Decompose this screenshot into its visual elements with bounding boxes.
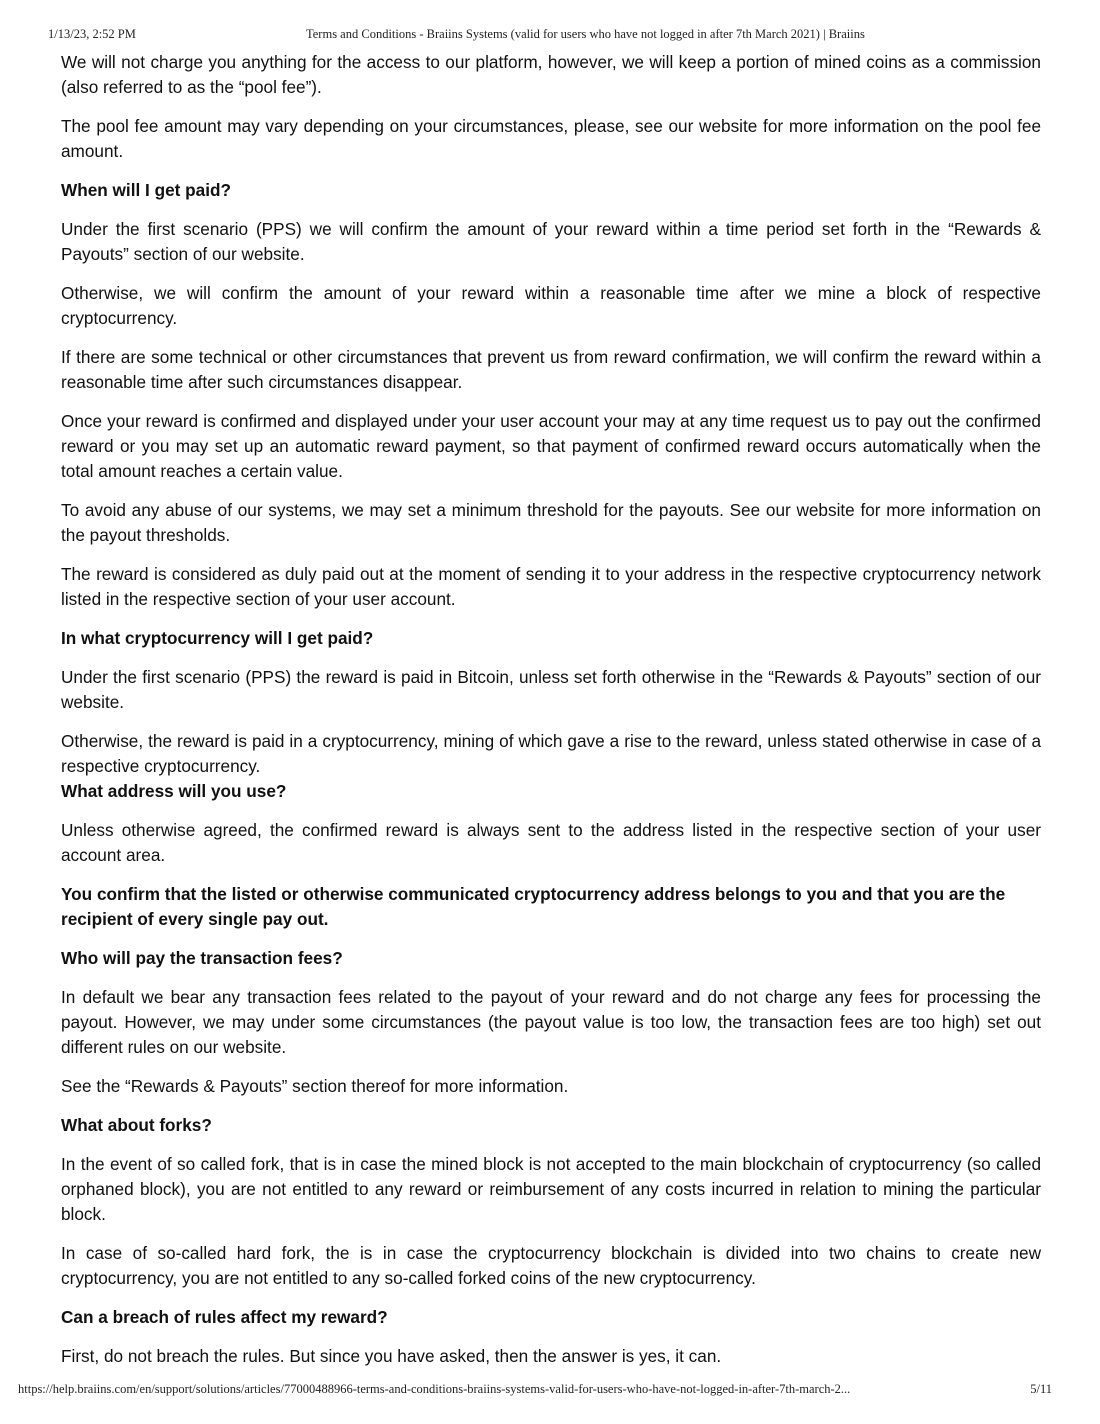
paragraph-minimum-threshold: To avoid any abuse of our systems, we may set a minimum threshold for the payouts. See our website for more information on the payout thresholds. <box>61 500 1041 545</box>
document-body <box>61 50 1041 1383</box>
print-footer <box>18 1382 1052 1398</box>
print-page-title: Terms and Conditions - Braiins Systems (valid for users who have not logged in after 7th March 2021) | Braiins <box>306 27 865 41</box>
paragraph-pool-fee-amount: The pool fee amount may vary depending on your circumstances, please, see our website for more information on the pool fee amount. <box>61 116 1041 161</box>
paragraph-address-confirmation-bold: You confirm that the listed or otherwise communicated cryptocurrency address belongs to you and that you are the recipient of every single pay out. <box>61 884 1006 929</box>
paragraph-transaction-fees: In default we bear any transaction fees related to the payout of your reward and do not charge any fees for processing the payout. However, we may under some circumstances (the payout value is too low, the transaction fees are too high) set out different rules on our website. <box>61 987 1041 1057</box>
heading-when-paid: When will I get paid? <box>61 180 231 200</box>
paragraph-pps-bitcoin: Under the first scenario (PPS) the reward is paid in Bitcoin, unless set forth otherwise in the “Rewards & Payouts” section of our website. <box>61 667 1041 712</box>
paragraph-pool-fee-commission: We will not charge you anything for the access to our platform, however, we will keep a portion of mined coins as a commission (also referred to as the “pool fee”). <box>61 52 1041 97</box>
paragraph-reward-payout-request: Once your reward is confirmed and displayed under your user account your may at any time request us to pay out the confirmed reward or you may set up an automatic reward payment, so that payment of confirmed reward occurs automatically when the total amount reaches a certain value. <box>61 411 1041 481</box>
heading-which-cryptocurrency: In what cryptocurrency will I get paid? <box>61 628 374 648</box>
print-header <box>48 27 1052 43</box>
paragraph-orphaned-block: In the event of so called fork, that is in case the mined block is not accepted to the main blockchain of cryptocurrency (so called orphaned block), you are not entitled to any reward or reimbursement of any costs incurred in relation to mining the particular block. <box>61 1154 1041 1224</box>
heading-breach-of-rules: Can a breach of rules affect my reward? <box>61 1307 388 1327</box>
paragraph-technical-circumstances: If there are some technical or other circumstances that prevent us from reward confirmation, we will confirm the reward within a reasonable time after such circumstances disappear. <box>61 347 1041 392</box>
paragraph-breach-answer: First, do not breach the rules. But since you have asked, then the answer is yes, it can. <box>61 1346 722 1366</box>
print-page-number: 5/11 <box>1030 1382 1052 1396</box>
paragraph-rewards-payouts-reference: See the “Rewards & Payouts” section thereof for more information. <box>61 1076 569 1096</box>
heading-what-address: What address will you use? <box>61 781 287 801</box>
print-url: https://help.braiins.com/en/support/solutions/articles/77000488966-terms-and-conditions-braiins-systems-valid-for-users-who-have-not-logged-in-after-7th-march-2... <box>18 1382 851 1396</box>
paragraph-otherwise-confirmation: Otherwise, we will confirm the amount of your reward within a reasonable time after we mine a block of respective cryptocurrency. <box>61 283 1041 328</box>
print-datetime: 1/13/23, 2:52 PM <box>48 27 136 41</box>
paragraph-hard-fork: In case of so-called hard fork, the is in case the cryptocurrency blockchain is divided into two chains to create new cryptocurrency, you are not entitled to any so-called forked coins of the new cryptocurrency. <box>61 1243 1041 1288</box>
paragraph-pps-confirmation: Under the first scenario (PPS) we will confirm the amount of your reward within a time period set forth in the “Rewards & Payouts” section of our website. <box>61 219 1041 264</box>
paragraph-address-listed: Unless otherwise agreed, the confirmed reward is always sent to the address listed in the respective section of your user account area. <box>61 820 1041 865</box>
heading-forks: What about forks? <box>61 1115 212 1135</box>
paragraph-otherwise-cryptocurrency: Otherwise, the reward is paid in a cryptocurrency, mining of which gave a rise to the reward, unless stated otherwise in case of a respective cryptocurrency. <box>61 731 1041 776</box>
heading-transaction-fees: Who will pay the transaction fees? <box>61 948 343 968</box>
paragraph-duly-paid-out: The reward is considered as duly paid out at the moment of sending it to your address in the respective cryptocurrency network listed in the respective section of your user account. <box>61 564 1041 609</box>
